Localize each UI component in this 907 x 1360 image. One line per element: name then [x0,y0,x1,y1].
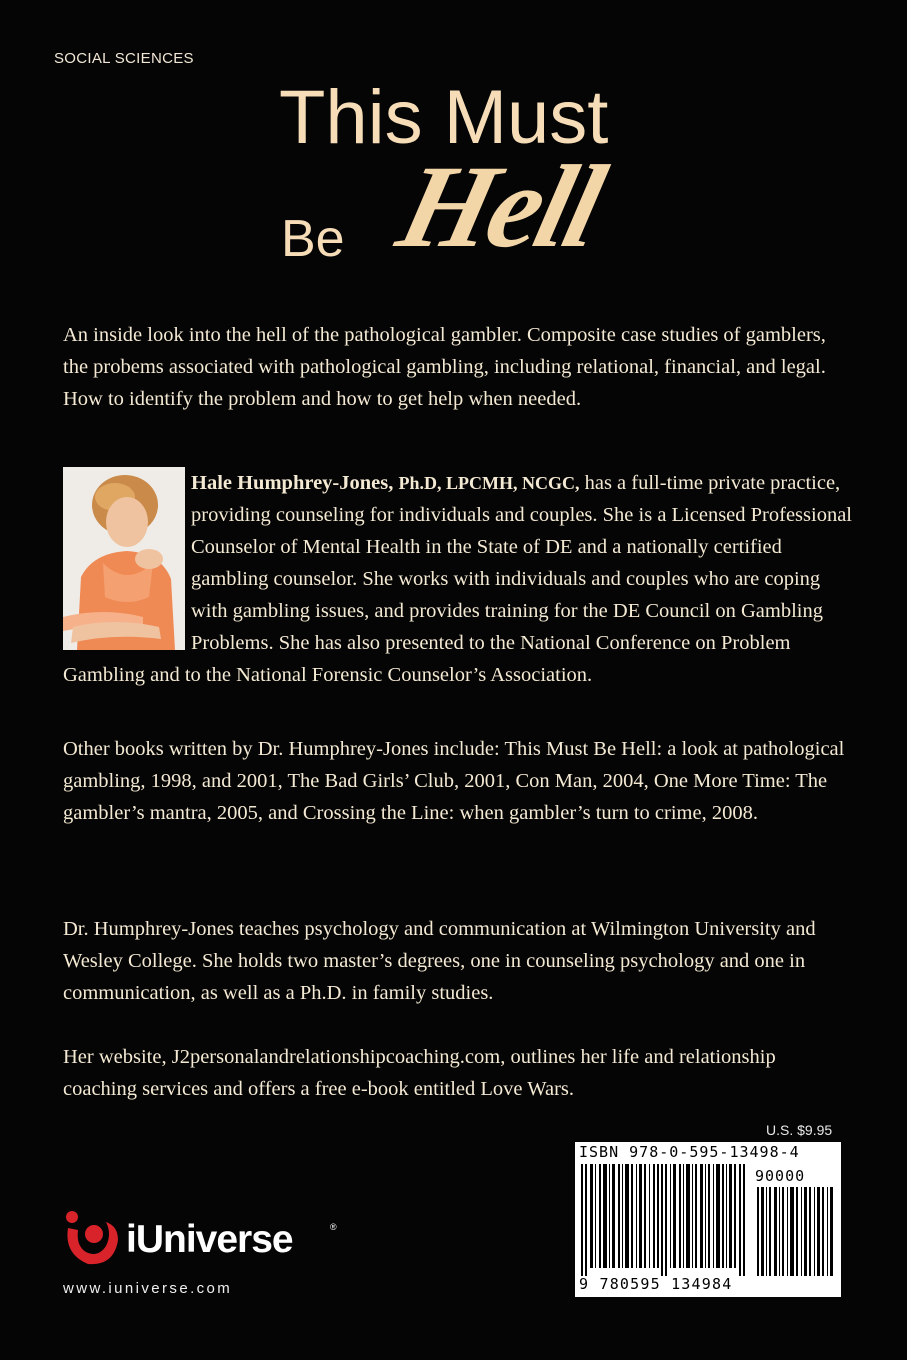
ean-barcode-bars [581,1164,746,1276]
publisher-website: www.iuniverse.com [63,1280,233,1297]
author-bio-text: has a full-time private practice, providing counseling for individuals and couples. She is a Licensed Professional Counselor of Mental Health in the State of DE and a nationally certified gambling counselor. She works with individuals and couples who are coping with gambling issues, and provides training for the DE Council on Gambling Problems. She has also presented to the National Conference on Problem Gambling and to the National Forensic Counselor’s Association. [63,472,853,686]
title-this-must: This Must [279,75,609,160]
description-paragraph: An inside look into the hell of the pathological gambler. Composite case studies of gamblers, the probems associated with pathological gambling, including relational, financial, and legal. How to identify the problem and how to get help when needed. [63,324,826,410]
isbn-barcode [575,1142,841,1297]
registered-mark: ® [330,1222,337,1232]
other-books-paragraph: Other books written by Dr. Humphrey-Jones include: This Must Be Hell: a look at pathological gambling, 1998, and 2001, The Bad Girls’ Club, 2001, Con Man, 2004, One More Time: The gambler’s mantra, 2005, and Crossing the Line: when gambler’s turn to crime, 2008. [63,738,845,824]
author-credentials: Ph.D, LPCMH, NCGC, [398,473,580,493]
teaching-paragraph: Dr. Humphrey-Jones teaches psychology and communication at Wilmington University and Wesley College. She holds two master’s degrees, one in counseling psychology and one in communication, as well as a Ph.D. in family studies. [63,918,816,1004]
price-code: 90000 [755,1167,806,1185]
addon-barcode-bars [757,1187,835,1276]
publisher-name: iUniverse [126,1218,293,1261]
author-name: Hale Humphrey-Jones, [191,472,394,494]
price-label: U.S. $9.95 [766,1122,833,1138]
title-hell: Hell [386,141,614,272]
author-bio [63,467,853,691]
iuniverse-logo [62,1208,362,1268]
author-photo [63,467,185,650]
ean-digits: 9 780595 134984 [579,1275,733,1293]
category-label: SOCIAL SCIENCES [54,50,194,67]
iuniverse-mark-icon [62,1208,122,1268]
website-paragraph: Her website, J2personalandrelationshipcoaching.com, outlines her life and relationship coaching services and offers a free e-book entitled Love Wars. [63,1046,776,1100]
title-be: Be [281,210,345,268]
isbn-number: ISBN 978-0-595-13498-4 [579,1143,800,1161]
